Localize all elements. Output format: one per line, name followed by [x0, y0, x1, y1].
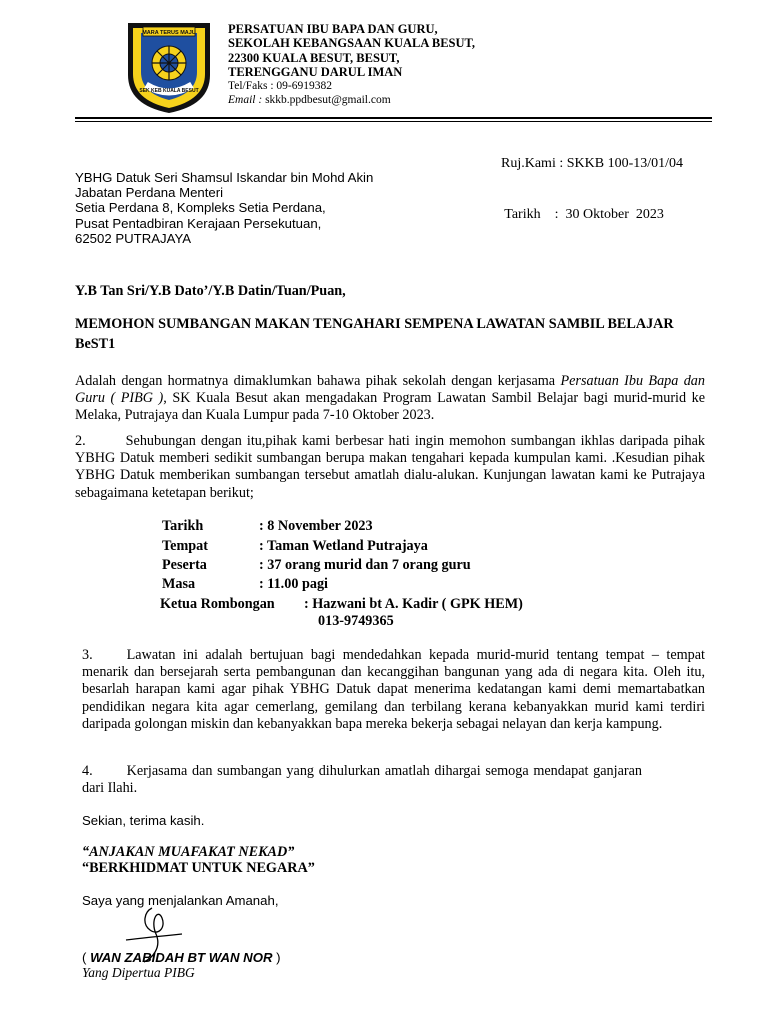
detail-value: : 8 November 2023	[259, 518, 373, 534]
detail-value: : 11.00 pagi	[259, 576, 328, 592]
detail-row	[162, 575, 195, 594]
detail-label: Ketua Rombongan	[160, 596, 275, 612]
paragraph-4	[82, 763, 642, 797]
detail-value: : Taman Wetland Putrajaya	[259, 538, 428, 554]
detail-phone: 013-9749365	[318, 613, 394, 629]
school-name: SEKOLAH KEBANGSAAN KUALA BESUT,	[228, 36, 476, 51]
email-line	[228, 93, 475, 107]
recipient-line: YBHG Datuk Seri Shamsul Iskandar bin Mohd Akin	[75, 170, 374, 185]
detail-row	[162, 556, 207, 575]
reference-block	[501, 121, 683, 240]
signatory-title: Yang Dipertua PIBG	[82, 965, 195, 980]
school-logo	[126, 19, 212, 115]
detail-row	[162, 537, 208, 556]
header-divider	[75, 117, 712, 119]
sign-off-line: Saya yang menjalankan Amanah,	[82, 893, 279, 908]
bracket-open: (	[82, 950, 91, 965]
paragraph-number: 2.	[75, 433, 86, 449]
paragraph-4-text: Kerjasama dan sumbangan yang dihulurkan amatlah dihargai semoga mendapat ganjaran dari Ilahi.	[82, 763, 642, 797]
paragraph-1-text-cont: , SK Kuala Besut akan mengadakan Program Lawatan Sambil Belajar bagi murid-murid ke Melaka, Putrajaya dan Kuala Lumpur pada 7-10 Oktober 2023.	[75, 390, 705, 424]
pibg-name: Persatuan Ibu Bapa dan Guru ( PIBG )	[75, 373, 705, 407]
paragraph-1	[75, 373, 705, 425]
state-line: TERENGGANU DARUL IMAN	[228, 64, 403, 79]
detail-label: Masa	[162, 576, 196, 592]
detail-label: Peserta	[162, 557, 207, 573]
letter-subject: MEMOHON SUMBANGAN MAKAN TENGAHARI SEMPENA LAWATAN SAMBIL BELAJAR BeST1	[75, 316, 674, 352]
bracket-close: )	[272, 950, 281, 965]
reference-number: Ruj.Kami : SKKB 100-13/01/04	[501, 156, 684, 171]
signatory-name-line	[82, 950, 281, 965]
paragraph-3	[82, 647, 705, 733]
detail-row	[162, 517, 203, 536]
email-label: Email :	[228, 94, 263, 107]
paragraph-1-text: Adalah dengan hormatnya dimaklumkan bahawa pihak sekolah dengan kerjasama	[75, 373, 561, 389]
salutation: Y.B Tan Sri/Y.B Dato’/Y.B Datin/Tuan/Puan,	[75, 283, 346, 299]
email-value[interactable]: skkb.ppdbesut@gmail.com	[265, 94, 391, 107]
detail-value: : Hazwani bt A. Kadir ( GPK HEM)	[304, 596, 523, 612]
motto-primary: “ANJAKAN MUAFAKAT NEKAD”	[82, 844, 295, 860]
svg-text:MARA TERUS MAJU: MARA TERUS MAJU	[142, 30, 196, 36]
paragraph-2-text: Sehubungan dengan itu,pihak kami berbesar hati ingin memohon sumbangan ikhlas daripada pihak YBHG Datuk memberi sedikit sumbangan berupa makan tengahari kepada kumpulan kami. .Kesudian pihak YBHG Datuk memberikan sumbangan tersebut amatlah dialu-alukan. Kunjungan lawatan kami ke Putrajaya sebagaimana ketetapan berikut;	[75, 433, 705, 501]
detail-row	[160, 595, 275, 614]
paragraph-2	[75, 433, 705, 502]
tel-fax: Tel/Faks : 09-6919382	[228, 80, 332, 93]
recipient-line: 62502 PUTRAJAYA	[75, 230, 192, 246]
paragraph-3-text: Lawatan ini adalah bertujuan bagi mendedahkan kepada murid-murid tentang tempat – tempat menarik dan bersejarah serta pembangunan dan kecanggihan bangunan yang ada di negara kita. Oleh itu, besarlah harapan kami agar pihak YBHG Datuk dapat menerima kedatangan kami demi memartabatkan pendidikan negara kita agar cemerlang, gemilang dan terbilang kerana kebanyakkan murid kami terdiri daripada golongan miskin dan kebanyakkan bapa mereka bekerja sebagai nelayan dan kerja kampung.	[82, 647, 705, 732]
signatory-name: WAN ZABIDAH BT WAN NOR	[90, 950, 273, 965]
motto-secondary: “BERKHIDMAT UNTUK NEGARA”	[82, 860, 315, 876]
organisation-header	[228, 22, 475, 108]
recipient-line: Pusat Pentadbiran Kerajaan Persekutuan,	[75, 215, 322, 231]
closing-remark: Sekian, terima kasih.	[82, 813, 205, 828]
detail-value: : 37 orang murid dan 7 orang guru	[259, 557, 471, 573]
recipient-line: Setia Perdana 8, Kompleks Setia Perdana,	[75, 200, 326, 216]
detail-label: Tarikh	[162, 518, 204, 534]
org-name: PERSATUAN IBU BAPA DAN GURU,	[228, 22, 438, 36]
detail-label: Tempat	[162, 538, 208, 554]
svg-text:SEK KEB KUALA BESUT: SEK KEB KUALA BESUT	[139, 88, 199, 94]
address-line: 22300 KUALA BESUT, BESUT,	[228, 50, 400, 65]
paragraph-number: 4.	[82, 763, 93, 779]
letter-date: Tarikh : 30 Oktober 2023	[501, 207, 664, 222]
recipient-address	[75, 170, 373, 246]
recipient-line: Jabatan Perdana Menteri	[75, 185, 224, 201]
paragraph-number: 3.	[82, 647, 93, 663]
